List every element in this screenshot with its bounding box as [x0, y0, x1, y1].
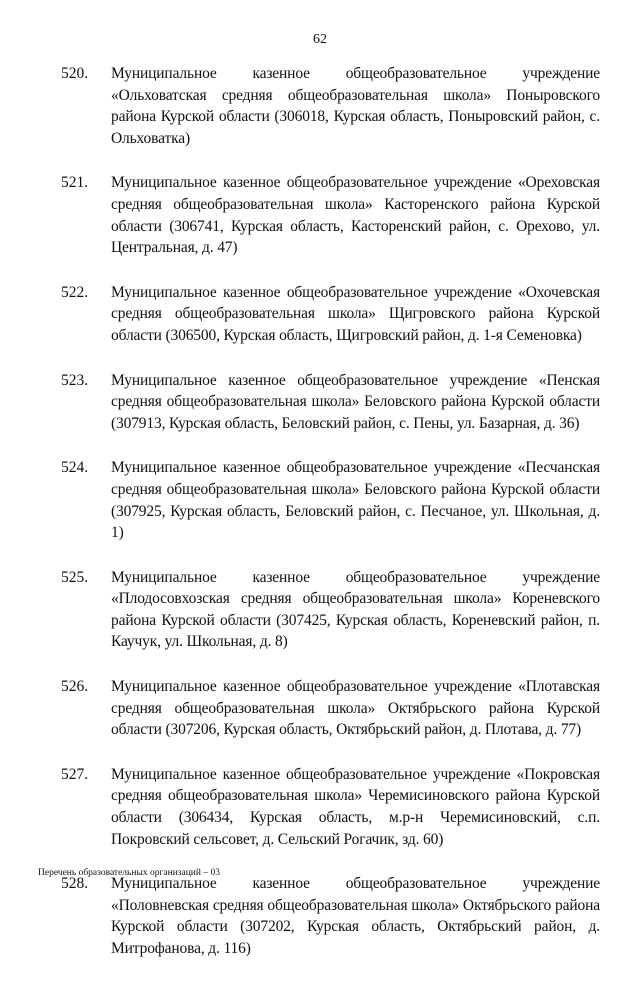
list-item [0, 63, 640, 149]
entry-number: 524. [61, 459, 89, 477]
list-item [0, 282, 640, 347]
entry-number: 526. [61, 678, 89, 696]
list-item [0, 567, 640, 653]
list-item [0, 370, 640, 435]
list-item [0, 172, 640, 258]
entry-text: Муниципальное казенное общеобразовательное учреждение «Ольховатская средняя общеобразовательная школа» Поныровского района Курской области (306018, Курская область, Поныровский район, с. Ольховатка) [111, 65, 600, 147]
entry-list [0, 63, 640, 983]
page-number: 62 [313, 32, 327, 47]
entry-number: 522. [61, 283, 89, 301]
entry-number: 527. [61, 765, 89, 783]
entry-text: Муниципальное казенное общеобразовательное учреждение «Плодосовхозская средняя общеобразовательная школа» Кореневского района Курской области (307425, Курская область, Кореневский район, п. Каучук, ул. Школьная, д. 8) [111, 568, 600, 651]
list-item [0, 457, 640, 543]
list-item [0, 676, 640, 741]
page-footer: Перечень образовательных организаций – 03 [38, 868, 220, 878]
entry-text: Муниципальное казенное общеобразовательное учреждение «Пенская средняя общеобразовательная школа» Беловского района Курской области (307913, Курская область, Беловский район, с. Пены, ул. Базарная, д. 36) [111, 371, 600, 432]
entry-number: 528. [61, 875, 89, 893]
entry-text: Муниципальное казенное общеобразовательное учреждение «Песчанская средняя общеобразовательная школа» Беловского района Курской области (307925, Курская область, Беловский район, с. Песчаное, ул. Школьная, д. 1) [111, 459, 600, 542]
list-item [0, 764, 640, 850]
entry-text: Муниципальное казенное общеобразовательное учреждение «Половневская средняя общеобразовательная школа» Октябрьского района Курской области (307202, Курская область, Октябрьский район, д. Митрофанова, д. 116) [111, 875, 600, 957]
entry-number: 525. [61, 568, 89, 586]
entry-text: Муниципальное казенное общеобразовательное учреждение «Покровская средняя общеобразовательная школа» Черемисиновского района Курской области (306434, Курская область, м.р-н Черемисиновский, с.п. Покровский сельсовет, д. Сельский Рогачик, зд. 60) [111, 765, 600, 848]
entry-text: Муниципальное казенное общеобразовательное учреждение «Ореховская средняя общеобразовательная школа» Касторенского района Курской области (306741, Курская область, Касторенский район, с. Орехово, ул. Центральная, д. 47) [111, 174, 600, 257]
entry-text: Муниципальное казенное общеобразовательное учреждение «Охочевская средняя общеобразовательная школа» Щигровского района Курской области (306500, Курская область, Щигровский район, д. 1-я Семеновка) [111, 283, 600, 344]
entry-text: Муниципальное казенное общеобразовательное учреждение «Плотавская средняя общеобразовательная школа» Октябрьского района Курской области (307206, Курская область, Октябрьский район, д. Плотава, д. 77) [111, 678, 600, 739]
entry-number: 523. [61, 371, 89, 389]
entry-number: 521. [61, 174, 89, 192]
list-item [0, 873, 640, 959]
entry-number: 520. [61, 65, 89, 82]
